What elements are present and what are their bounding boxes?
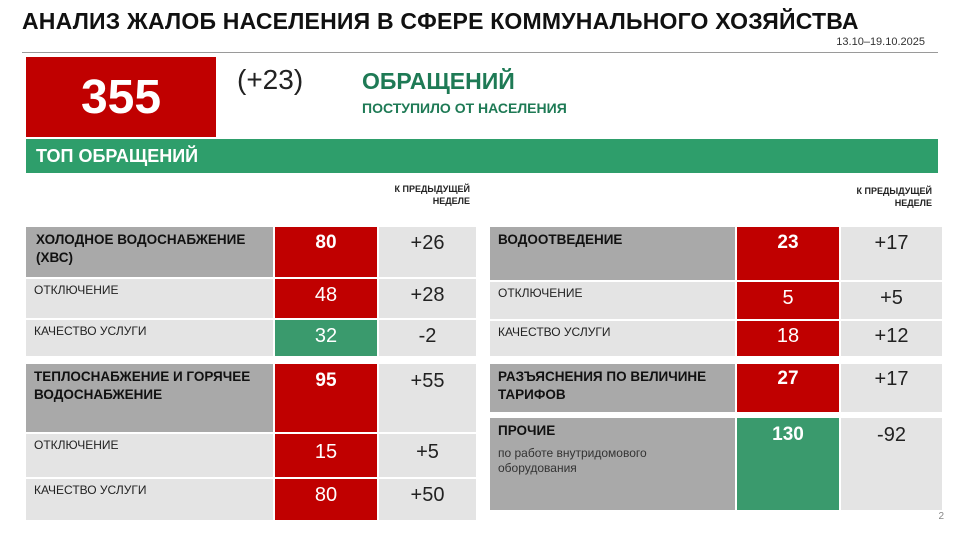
total-delta: (+23)	[237, 64, 304, 95]
hvs-label: ХОЛОДНОЕ ВОДОСНАБЖЕНИЕ (ХВС)	[26, 227, 273, 277]
prev-week-header-left: К ПРЕДЫДУЩЕЙ НЕДЕЛЕ	[394, 184, 470, 206]
tariffs-delta: +17	[841, 364, 942, 412]
hvs-row-label: КАЧЕСТВО УСЛУГИ	[26, 320, 273, 356]
heat-row-label: КАЧЕСТВО УСЛУГИ	[26, 479, 273, 520]
hvs-delta: +26	[379, 227, 476, 277]
sewer-row-value: 5	[737, 282, 839, 319]
page-number: 2	[938, 511, 944, 522]
hvs-row-value: 32	[275, 320, 377, 356]
table-row	[26, 227, 476, 277]
other-value: 130	[737, 418, 839, 510]
sewer-row-delta: +12	[841, 321, 942, 356]
heat-row-delta: +5	[379, 434, 476, 477]
tariffs-label: РАЗЪЯСНЕНИЯ ПО ВЕЛИЧИНЕ ТАРИФОВ	[490, 364, 735, 412]
heat-row-value: 15	[275, 434, 377, 477]
table-row	[26, 364, 476, 432]
date-range: 13.10–19.10.2025	[836, 36, 925, 48]
sewer-row-label: КАЧЕСТВО УСЛУГИ	[490, 321, 735, 356]
sewer-row-label: ОТКЛЮЧЕНИЕ	[490, 282, 735, 319]
heat-row-label: ОТКЛЮЧЕНИЕ	[26, 434, 273, 477]
total-count: 355	[26, 57, 216, 137]
hvs-row-delta: +28	[379, 279, 476, 318]
table-row	[26, 277, 476, 318]
other-block	[490, 418, 735, 510]
hvs-row-value: 48	[275, 279, 377, 318]
summary-title: ОБРАЩЕНИЙ	[362, 68, 515, 94]
page-title: АНАЛИЗ ЖАЛОБ НАСЕЛЕНИЯ В СФЕРЕ КОММУНАЛЬНОГО ХОЗЯЙСТВА	[22, 8, 859, 34]
heat-label: ТЕПЛОСНАБЖЕНИЕ И ГОРЯЧЕЕ ВОДОСНАБЖЕНИЕ	[26, 364, 273, 432]
table-row	[490, 319, 942, 356]
other-note: по работе внутридомового оборудования	[498, 446, 647, 475]
other-delta: -92	[841, 418, 942, 510]
sewer-row-value: 18	[737, 321, 839, 356]
table-row	[490, 364, 942, 412]
sewer-value: 23	[737, 227, 839, 280]
summary-subtitle: ПОСТУПИЛО ОТ НАСЕЛЕНИЯ	[362, 100, 567, 116]
other-label: ПРОЧИЕ	[498, 423, 556, 438]
sewer-delta: +17	[841, 227, 942, 280]
table-row	[490, 280, 942, 319]
hvs-row-delta: -2	[379, 320, 476, 356]
sewer-label: ВОДООТВЕДЕНИЕ	[490, 227, 735, 280]
heat-delta: +55	[379, 364, 476, 432]
table-row	[26, 318, 476, 356]
table-row	[26, 432, 476, 477]
prev-week-header-right: К ПРЕДЫДУЩЕЙ НЕДЕЛЕ	[856, 186, 932, 208]
heat-value: 95	[275, 364, 377, 432]
table-row	[490, 416, 942, 510]
heat-row-value: 80	[275, 479, 377, 520]
top-requests-bar: ТОП ОБРАЩЕНИЙ	[26, 139, 938, 173]
tariffs-value: 27	[737, 364, 839, 412]
hvs-row-label: ОТКЛЮЧЕНИЕ	[26, 279, 273, 318]
heat-row-delta: +50	[379, 479, 476, 520]
table-row	[490, 227, 942, 280]
hvs-value: 80	[275, 227, 377, 277]
title-divider	[22, 52, 938, 53]
table-row	[26, 477, 476, 520]
sewer-row-delta: +5	[841, 282, 942, 319]
